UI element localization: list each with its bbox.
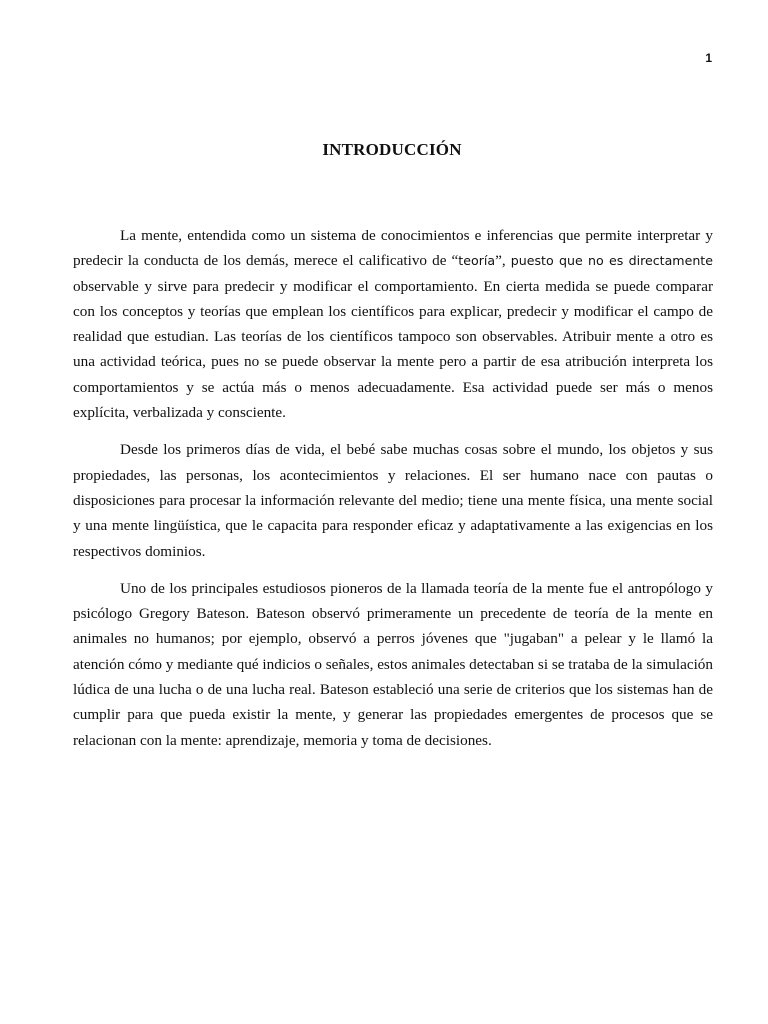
page-title: INTRODUCCIÓN	[322, 140, 462, 159]
paragraph-1-text-c: ”,	[495, 252, 511, 270]
paragraph-1-teoria: teoría	[458, 253, 496, 269]
paragraph-2: Desde los primeros días de vida, el bebé sabe muchas cosas sobre el mundo, los objetos y sus propiedades, las personas, los acontecimientos y relaciones. El ser humano nace con pautas o disposiciones para procesar la información relevante del medio; tiene una mente física, una mente social y una mente lingüística, que le capacita para responder eficaz y adaptativamente a las exigencias en los respectivos dominios.	[73, 441, 713, 560]
page-number: 1	[705, 51, 712, 65]
paragraph-3: Uno de los principales estudiosos pioneros de la llamada teoría de la mente fue el antropólogo y psicólogo Gregory Bateson. Bateson observó primeramente un precedente de teoría de la mente en animales no humanos; por ejemplo, observó a perros jóvenes que "jugaban" a pelear y le llamó la atención cómo y mediante qué indicios o señales, estos animales detectaban si se trataba de la simulación lúdica de una lucha o de una lucha real. Bateson estableció una serie de criterios que los sistemas han de cumplir para que pueda existir la mente, y generar las propiedades emergentes de procesos que se relacionan con la mente: aprendizaje, memoria y toma de decisiones.	[73, 579, 713, 749]
document-body	[73, 223, 713, 765]
paragraph-1-text-a: La mente, entendida como un sistema de conocimientos e inferencias que permite interpretar y predecir la conducta de los demás, merece el calificativo de “	[73, 227, 713, 270]
paragraph-1-sans-phrase: puesto que no es directamente	[510, 253, 713, 269]
paragraph-1	[73, 223, 713, 425]
paragraph-1-text-e: observable y sirve para predecir y modificar el comportamiento. En cierta medida se puede comparar con los conceptos y teorías que emplean los científicos para explicar, predecir y modificar el campo de realidad que estudian. Las teorías de los científicos tampoco son observables. Atribuir mente a otro es una actividad teórica, pues no se puede observar la mente pero a partir de esa atribución interpreta los comportamientos y se actúa más o menos adecuadamente. Esa actividad puede ser más o menos explícita, verbalizada y consciente.	[73, 277, 713, 422]
